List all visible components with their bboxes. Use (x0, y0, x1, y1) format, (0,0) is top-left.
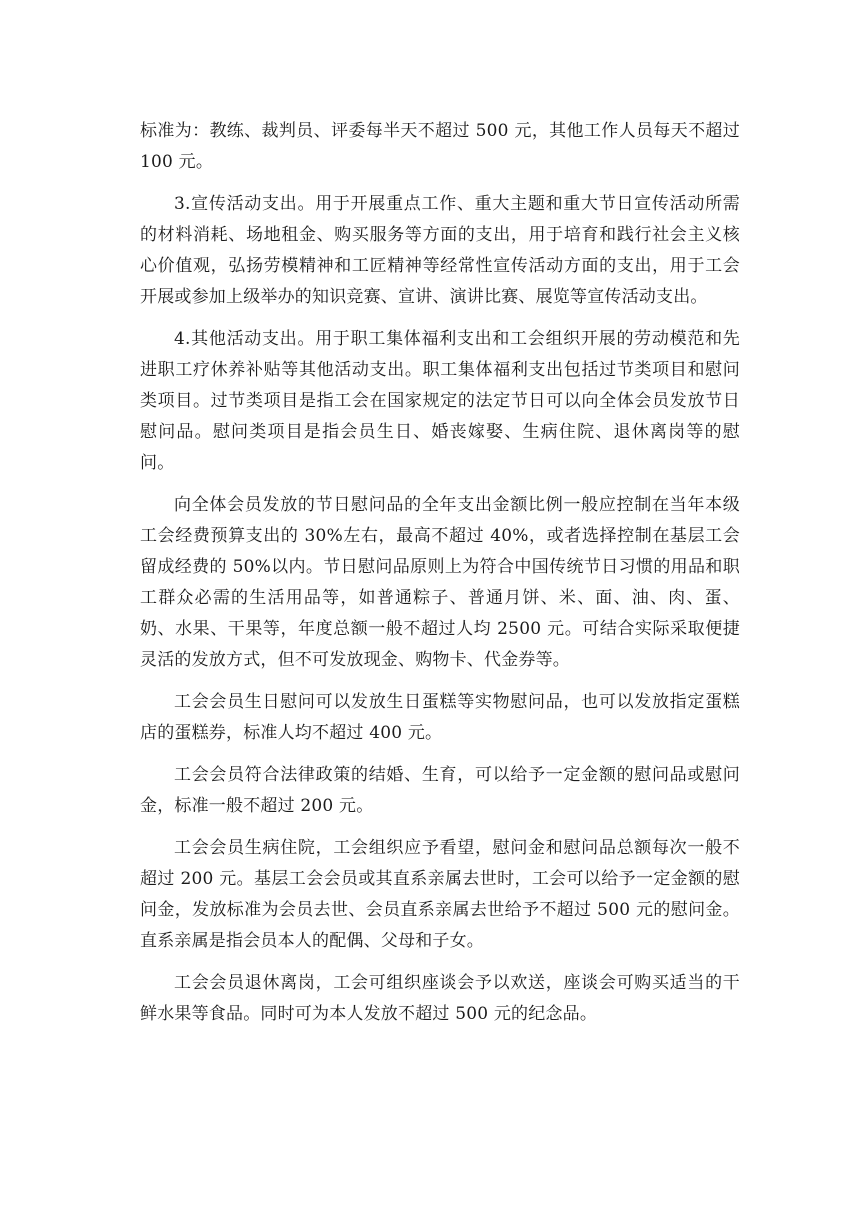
paragraph-publicity-expenses: 3.宣传活动支出。用于开展重点工作、重大主题和重大节日宣传活动所需的材料消耗、场地租金、购买服务等方面的支出，用于培育和践行社会主义核心价值观，弘扬劳模精神和工匠精神等经常性宣传活动方面的支出，用于工会开展或参加上级举办的知识竞赛、宣讲、演讲比赛、展览等宣传活动支出。 (140, 194, 740, 307)
paragraph-birthday-condolence: 工会会员生日慰问可以发放生日蛋糕等实物慰问品，也可以发放指定蛋糕店的蛋糕券，标准人均不超过 400 元。 (140, 692, 740, 743)
paragraph-illness-bereavement: 工会会员生病住院，工会组织应予看望，慰问金和慰问品总额每次一般不超过 200 元。基层工会会员或其直系亲属去世时，工会可以给予一定金额的慰问金，发放标准为会员去世、会员直系亲属去世给予不超过 500 元的慰问金。直系亲属是指会员本人的配偶、父母和子女。 (140, 838, 740, 951)
paragraph-other-activity-expenses: 4.其他活动支出。用于职工集体福利支出和工会组织开展的劳动模范和先进职工疗休养补贴等其他活动支出。职工集体福利支出包括过节类项目和慰问类项目。过节类项目是指工会在国家规定的法定节日可以向全体会员发放节日慰问品。慰问类项目是指会员生日、婚丧嫁娶、生病住院、退休离岗等的慰问。 (140, 329, 740, 473)
document-body (140, 116, 740, 1041)
paragraph-marriage-birth: 工会会员符合法律政策的结婚、生育，可以给予一定金额的慰问品或慰问金，标准一般不超过 200 元。 (140, 765, 740, 816)
paragraph-holiday-gifts: 向全体会员发放的节日慰问品的全年支出金额比例一般应控制在当年本级工会经费预算支出的 30%左右，最高不超过 40%，或者选择控制在基层工会留成经费的 50%以内。节日慰问品原则上为符合中国传统节日习惯的用品和职工群众必需的生活用品等，如普通粽子、普通月饼、米、面、油、肉、蛋、奶、水果、干果等，年度总额一般不超过人均 2500 元。可结合实际采取便捷灵活的发放方式，但不可发放现金、购物卡、代金券等。 (140, 495, 740, 670)
paragraph-standard-continuation: 标准为：教练、裁判员、评委每半天不超过 500 元，其他工作人员每天不超过 100 元。 (140, 121, 740, 172)
paragraph-retirement: 工会会员退休离岗，工会可组织座谈会予以欢送，座谈会可购买适当的干鲜水果等食品。同时可为本人发放不超过 500 元的纪念品。 (140, 973, 740, 1024)
